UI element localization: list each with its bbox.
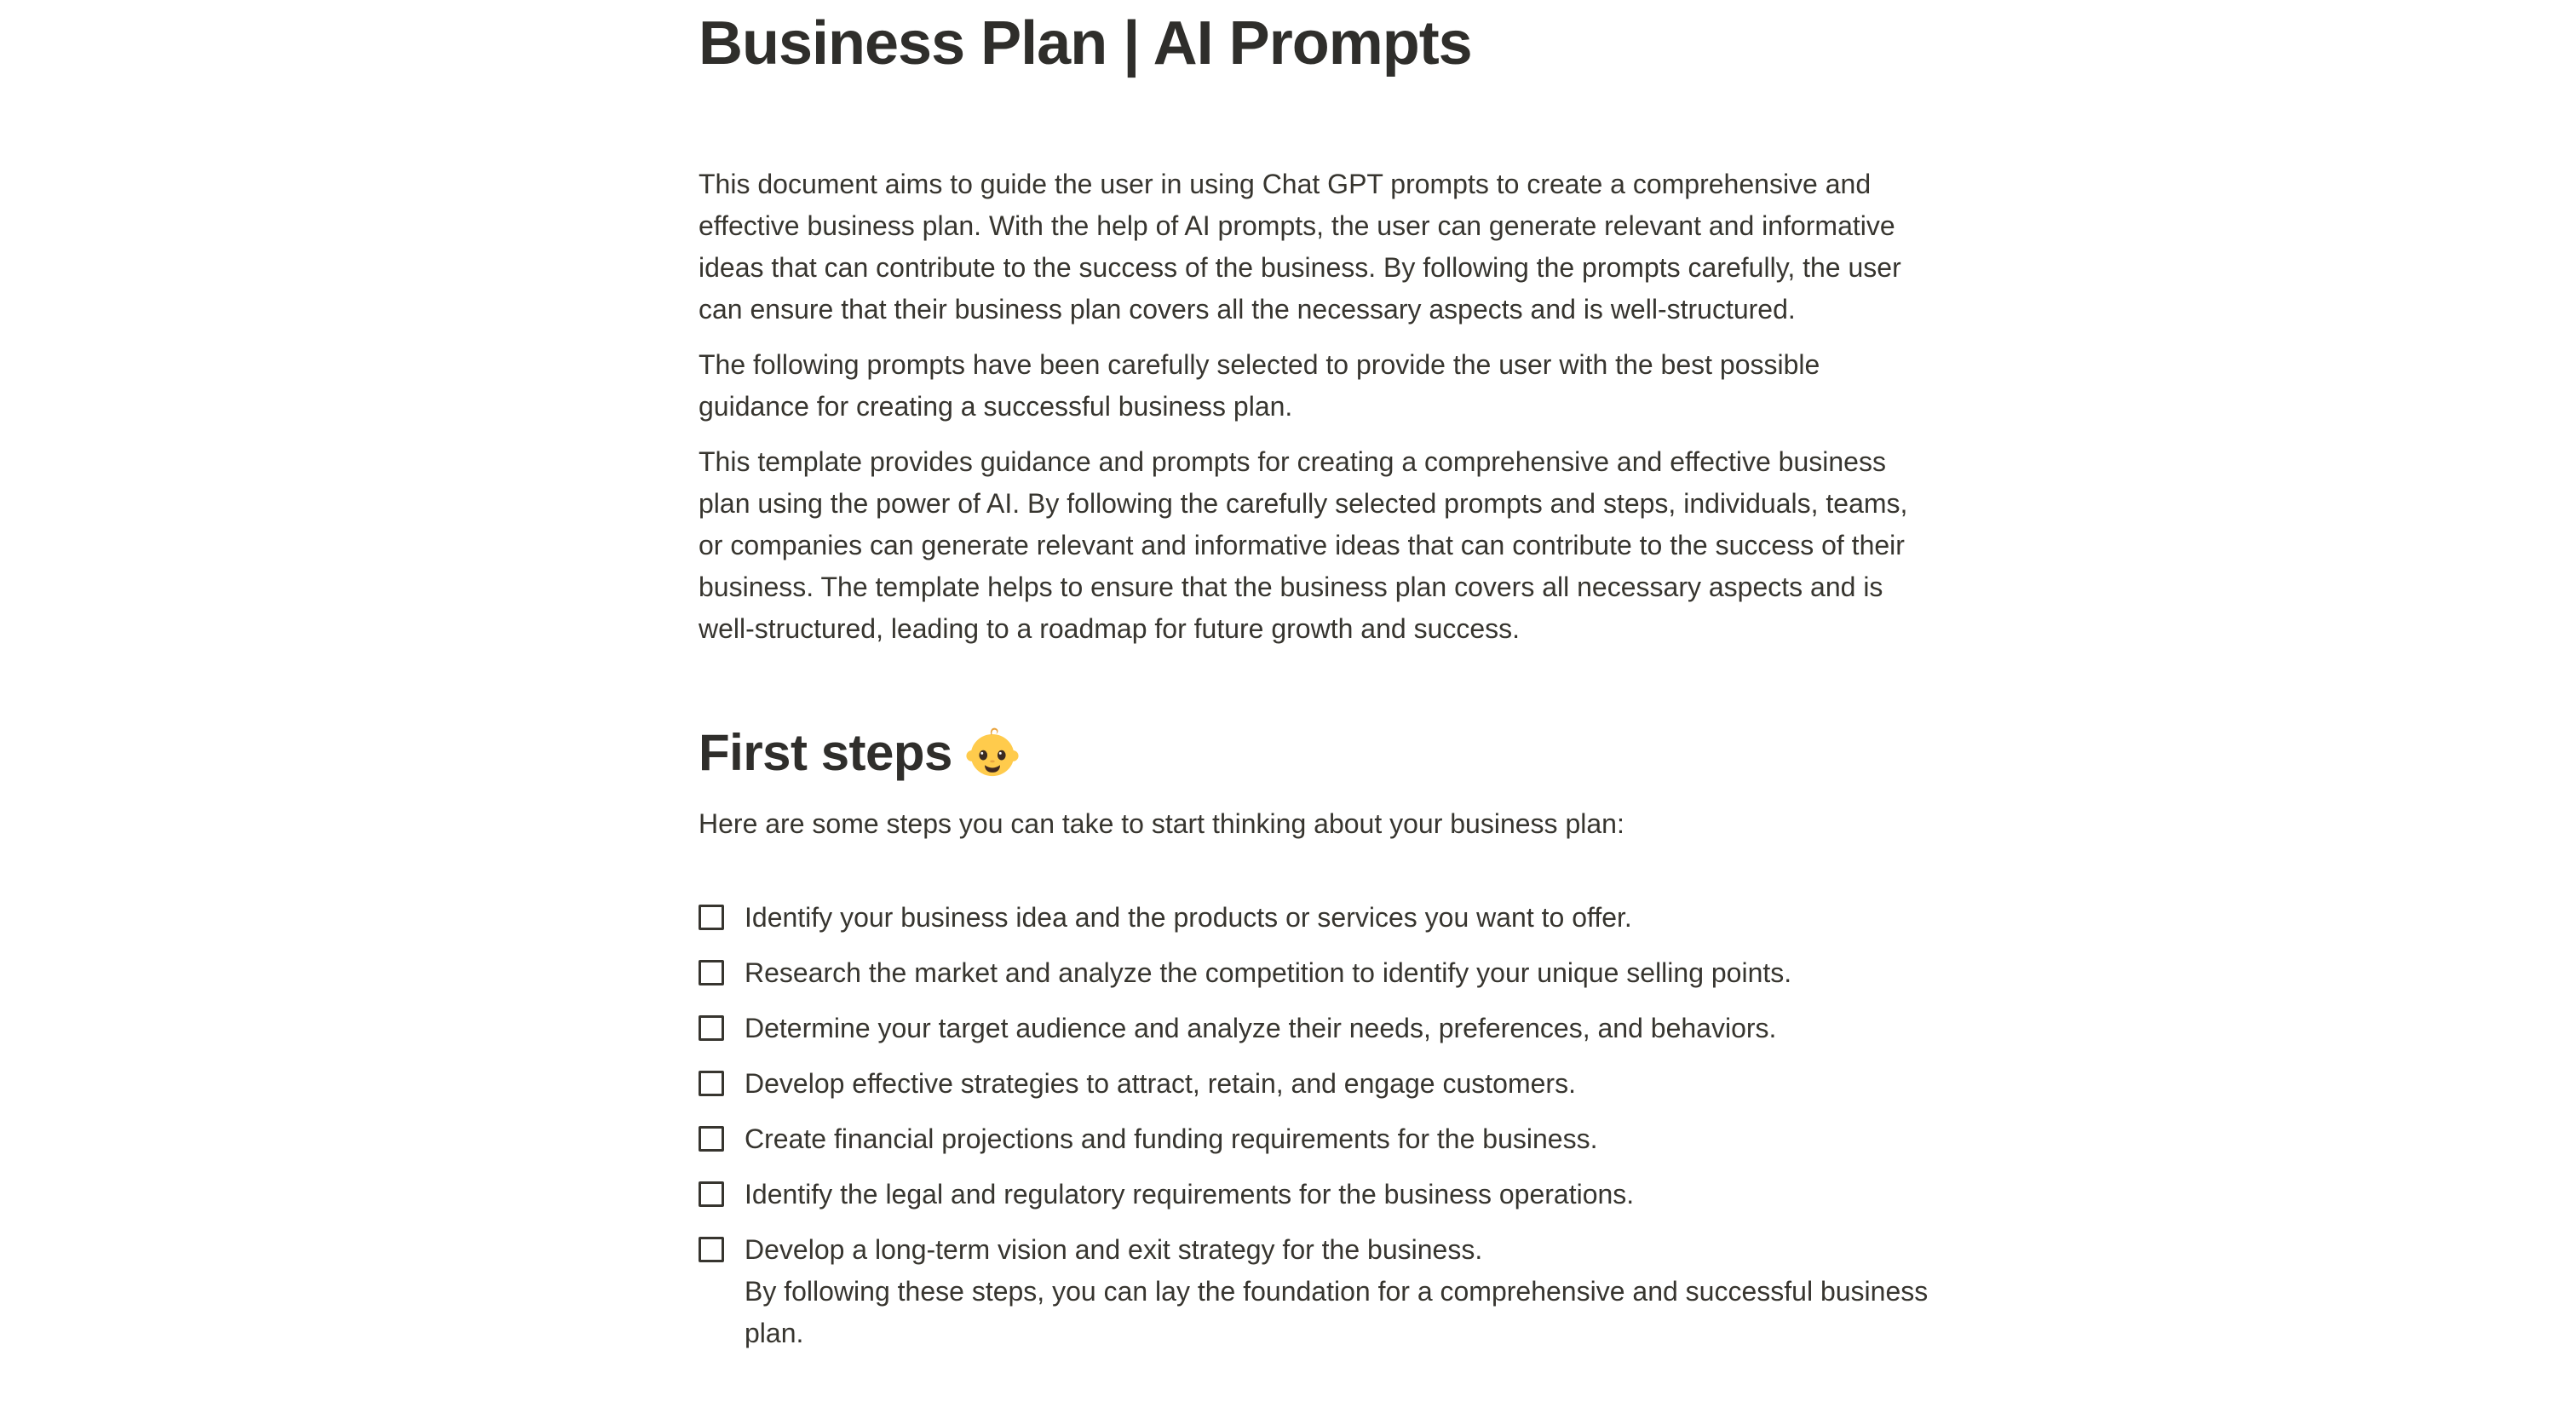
todo-checkbox-7[interactable] (699, 1237, 724, 1262)
baby-emoji-icon (966, 727, 1019, 779)
todo-checkbox-6[interactable] (699, 1181, 724, 1207)
todo-list (699, 897, 1934, 1354)
todo-item-1 (699, 897, 1934, 939)
todo-note: By following these steps, you can lay the foundation for a comprehensive and successful business plan. (745, 1276, 1929, 1348)
section-heading (699, 721, 1934, 784)
empty-block (699, 859, 1934, 897)
todo-item-2 (699, 952, 1934, 994)
todo-item-7 (699, 1229, 1934, 1354)
todo-checkbox-1[interactable] (699, 905, 724, 930)
todo-item-3 (699, 1008, 1934, 1049)
todo-item-4 (699, 1063, 1934, 1105)
todo-label-4: Develop effective strategies to attract, retain, and engage customers. (745, 1068, 1576, 1099)
todo-checkbox-4[interactable] (699, 1071, 724, 1096)
section-heading-text: First steps (699, 724, 952, 781)
paragraph-3: This template provides guidance and prompts for creating a comprehensive and effective business plan using the power of AI. By following the carefully selected prompts and steps, individuals, teams, or companies can generate relevant and informative ideas that can contribute to the success of their business. The template helps to ensure that the business plan covers all necessary aspects and is well-structured, leading to a roadmap for future growth and success. (699, 446, 1908, 644)
todo-label-3: Determine your target audience and analyze their needs, preferences, and behaviors. (745, 1013, 1777, 1043)
section-intro: Here are some steps you can take to start thinking about your business plan: (699, 808, 1624, 839)
paragraph-1: This document aims to guide the user in using Chat GPT prompts to create a comprehensive and effective business plan. With the help of AI prompts, the user can generate relevant and informative ideas that can contribute to the success of the business. By following the prompts carefully, the user can ensure that their business plan covers all the necessary aspects and is well-structured. (699, 169, 1901, 325)
todo-label-5: Create financial projections and funding requirements for the business. (745, 1123, 1598, 1154)
todo-item-6 (699, 1174, 1934, 1215)
todo-label-2: Research the market and analyze the competition to identify your unique selling points. (745, 957, 1792, 988)
paragraph-2: The following prompts have been carefully selected to provide the user with the best possible guidance for creating a successful business plan. (699, 349, 1820, 422)
todo-label-6: Identify the legal and regulatory requirements for the business operations. (745, 1179, 1635, 1210)
intro-section (699, 164, 1934, 650)
todo-checkbox-3[interactable] (699, 1015, 724, 1041)
todo-item-7-content (745, 1229, 1934, 1354)
todo-label-7: Develop a long-term vision and exit strategy for the business. (745, 1234, 1483, 1265)
todo-checkbox-2[interactable] (699, 960, 724, 985)
page-title: Business Plan | AI Prompts (699, 9, 1472, 78)
todo-item-5 (699, 1118, 1934, 1160)
todo-checkbox-5[interactable] (699, 1126, 724, 1152)
document-page (699, 5, 1934, 1354)
todo-label-1: Identify your business idea and the products or services you want to offer. (745, 902, 1632, 933)
